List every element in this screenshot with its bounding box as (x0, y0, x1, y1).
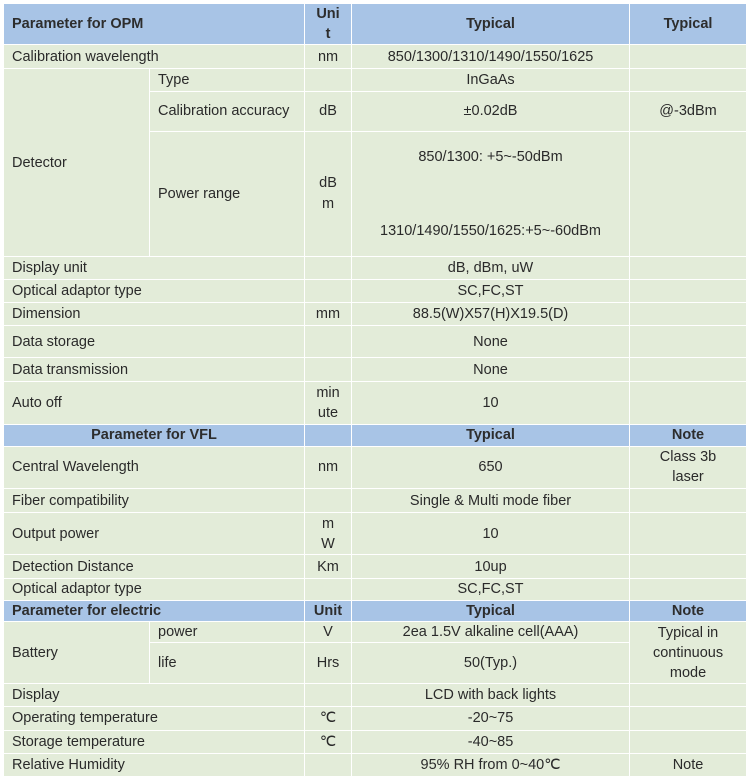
table-row (4, 753, 747, 776)
fiber-compatibility-label: Fiber compatibility (4, 489, 305, 513)
output-power-value: 10 (352, 513, 630, 555)
electric-header-note: Note (630, 600, 747, 621)
operating-temperature-unit: ℃ (305, 707, 352, 730)
empty-cell (630, 45, 747, 69)
opm-header-unit: Unit (305, 4, 352, 45)
central-wavelength-note: Class 3b laser (630, 446, 747, 488)
empty-cell (630, 279, 747, 302)
calibration-accuracy-unit: dB (305, 91, 352, 131)
vfl-header-note: Note (630, 424, 747, 446)
empty-cell (630, 382, 747, 424)
dimension-unit: mm (305, 302, 352, 325)
electric-header-param: Parameter for electric (4, 600, 305, 621)
table-row (4, 279, 747, 302)
detection-distance-value: 10up (352, 555, 630, 578)
relative-humidity-value: 95% RH from 0~40℃ (352, 753, 630, 776)
empty-cell (630, 131, 747, 256)
vfl-header-typical: Typical (352, 424, 630, 446)
electric-header-typical: Typical (352, 600, 630, 621)
empty-cell (630, 358, 747, 382)
detector-type-label: Type (150, 69, 305, 91)
table-row (4, 707, 747, 730)
power-range-value-2: 1310/1490/1550/1625:+5~-60dBm (380, 222, 601, 239)
empty-cell (305, 279, 352, 302)
spec-table (3, 3, 747, 777)
empty-cell (305, 578, 352, 600)
empty-cell (630, 555, 747, 578)
empty-cell (305, 358, 352, 382)
detector-label: Detector (4, 69, 150, 256)
relative-humidity-note: Note (630, 753, 747, 776)
data-storage-label: Data storage (4, 326, 305, 358)
table-row (4, 578, 747, 600)
detector-type-value: InGaAs (352, 69, 630, 91)
display-value: LCD with back lights (352, 684, 630, 707)
battery-power-unit: V (305, 621, 352, 642)
calibration-accuracy-label: Calibration accuracy (150, 91, 305, 131)
auto-off-label: Auto off (4, 382, 305, 424)
power-range-label: Power range (150, 131, 305, 256)
opm-header-param: Parameter for OPM (4, 4, 305, 45)
empty-cell (630, 684, 747, 707)
vfl-header-row (4, 424, 747, 446)
opm-header-note: Typical (630, 4, 747, 45)
table-row (4, 446, 747, 488)
empty-cell (305, 326, 352, 358)
operating-temperature-label: Operating temperature (4, 707, 305, 730)
table-row (4, 302, 747, 325)
data-transmission-value: None (352, 358, 630, 382)
output-power-unit: mW (305, 513, 352, 555)
opm-optical-adaptor-value: SC,FC,ST (352, 279, 630, 302)
storage-temperature-label: Storage temperature (4, 730, 305, 753)
empty-cell (305, 489, 352, 513)
storage-temperature-value: -40~85 (352, 730, 630, 753)
detection-distance-label: Detection Distance (4, 555, 305, 578)
power-range-unit: dBm (305, 131, 352, 256)
table-row (4, 684, 747, 707)
calibration-accuracy-note: @-3dBm (630, 91, 747, 131)
electric-header-unit: Unit (305, 600, 352, 621)
vfl-optical-adaptor-label: Optical adaptor type (4, 578, 305, 600)
empty-cell (305, 684, 352, 707)
data-storage-value: None (352, 326, 630, 358)
battery-life-label: life (150, 643, 305, 684)
table-row (4, 382, 747, 424)
calibration-wavelength-unit: nm (305, 45, 352, 69)
table-row (4, 358, 747, 382)
empty-cell (630, 326, 747, 358)
calibration-accuracy-value: ±0.02dB (352, 91, 630, 131)
calibration-wavelength-value: 850/1300/1310/1490/1550/1625 (352, 45, 630, 69)
electric-header-row (4, 600, 747, 621)
fiber-compatibility-value: Single & Multi mode fiber (352, 489, 630, 513)
battery-life-value: 50(Typ.) (352, 643, 630, 684)
opm-header-row (4, 4, 747, 45)
display-unit-label: Display unit (4, 256, 305, 279)
power-range-value (352, 131, 630, 256)
empty-cell (305, 256, 352, 279)
detection-distance-unit: Km (305, 555, 352, 578)
battery-power-label: power (150, 621, 305, 642)
battery-life-unit: Hrs (305, 643, 352, 684)
empty-cell (630, 489, 747, 513)
empty-cell (305, 69, 352, 91)
table-row (4, 256, 747, 279)
table-row (4, 69, 747, 91)
dimension-label: Dimension (4, 302, 305, 325)
opm-optical-adaptor-label: Optical adaptor type (4, 279, 305, 302)
auto-off-value: 10 (352, 382, 630, 424)
empty-cell (630, 256, 747, 279)
display-label: Display (4, 684, 305, 707)
vfl-optical-adaptor-value: SC,FC,ST (352, 578, 630, 600)
central-wavelength-unit: nm (305, 446, 352, 488)
power-range-value-1: 850/1300: +5~-50dBm (418, 148, 563, 165)
calibration-wavelength-label: Calibration wavelength (4, 45, 305, 69)
empty-cell (305, 753, 352, 776)
battery-note: Typical in continuous mode (630, 621, 747, 683)
table-row (4, 326, 747, 358)
relative-humidity-label: Relative Humidity (4, 753, 305, 776)
table-row (4, 45, 747, 69)
central-wavelength-value: 650 (352, 446, 630, 488)
table-row (4, 489, 747, 513)
battery-label: Battery (4, 621, 150, 683)
vfl-header-unit (305, 424, 352, 446)
opm-header-typical: Typical (352, 4, 630, 45)
table-row (4, 730, 747, 753)
vfl-header-param: Parameter for VFL (4, 424, 305, 446)
table-row (4, 555, 747, 578)
empty-cell (630, 302, 747, 325)
central-wavelength-label: Central Wavelength (4, 446, 305, 488)
data-transmission-label: Data transmission (4, 358, 305, 382)
dimension-value: 88.5(W)X57(H)X19.5(D) (352, 302, 630, 325)
storage-temperature-unit: ℃ (305, 730, 352, 753)
empty-cell (630, 730, 747, 753)
operating-temperature-value: -20~75 (352, 707, 630, 730)
output-power-label: Output power (4, 513, 305, 555)
battery-power-value: 2ea 1.5V alkaline cell(AAA) (352, 621, 630, 642)
empty-cell (630, 578, 747, 600)
empty-cell (630, 69, 747, 91)
auto-off-unit: minute (305, 382, 352, 424)
empty-cell (630, 513, 747, 555)
display-unit-value: dB, dBm, uW (352, 256, 630, 279)
table-row (4, 513, 747, 555)
empty-cell (630, 707, 747, 730)
table-row (4, 621, 747, 642)
